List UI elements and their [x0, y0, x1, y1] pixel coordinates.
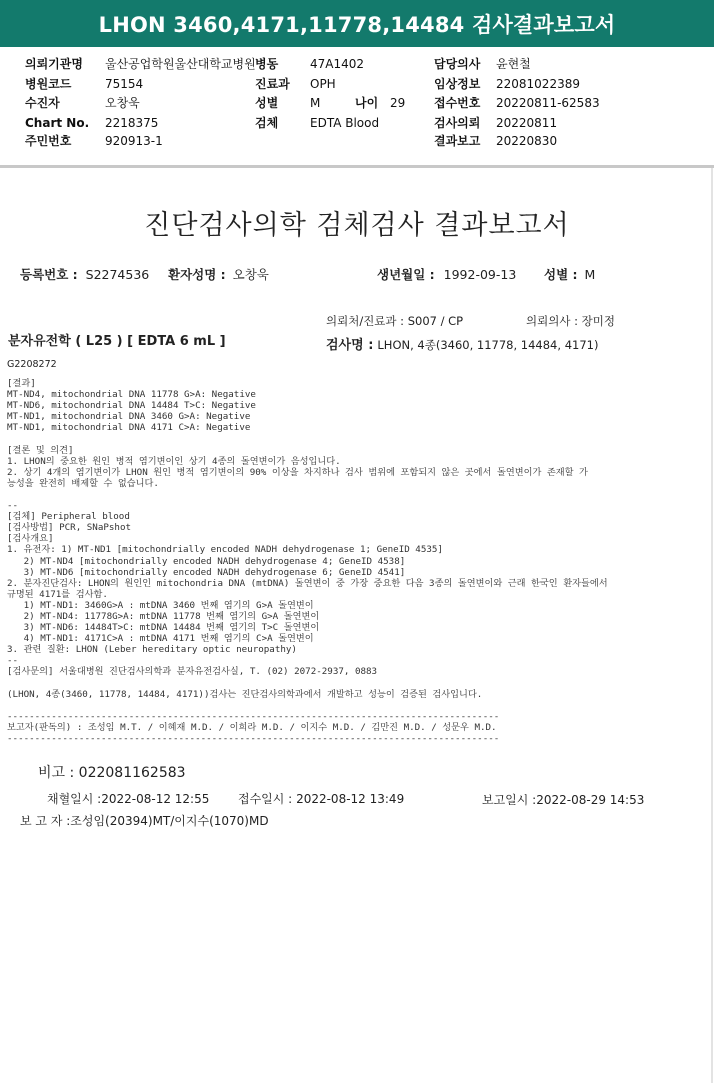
age-value: 29	[390, 96, 406, 110]
result-line: (LHON, 4종(3460, 11778, 14484, 4171))검사는 진단검사의학과에서 개발하고 성능이 검증된 검사입니다.	[7, 688, 483, 700]
result-body	[7, 378, 608, 744]
result-line: 2) MT-ND4: 11778G>A: mtDNA 11778 번째 염기의 G>A 돌연변이	[7, 610, 320, 622]
result-line	[7, 433, 608, 444]
specimen-label: 검체	[255, 116, 279, 130]
ward-label: 병동	[255, 57, 279, 71]
doctor-line: 의뢰의사 : 장미정	[526, 314, 615, 328]
hospcode-label: 병원코드	[25, 77, 72, 91]
reporter-label: 보 고 자 :	[20, 814, 71, 828]
result-line: MT-ND4, mitochondrial DNA 11778 G>A: Negative	[7, 389, 256, 401]
header-divider	[0, 165, 714, 168]
report-date-value: 20220830	[496, 134, 558, 148]
dob-value: 1992-09-13	[443, 267, 517, 282]
result-line: 2. 분자진단검사: LHON의 원인인 mitochondria DNA (mtDNA) 돌연변이 중 가장 중요한 다음 3종의 돌연변이와 근래 한국인 환자들에서	[7, 577, 608, 589]
result-line: [검사개요]	[7, 533, 54, 545]
result-line: [검체] Peripheral blood	[7, 511, 130, 523]
ward-value: 47A1402	[310, 57, 365, 71]
result-line	[7, 489, 608, 500]
sex-value: M	[310, 96, 321, 110]
clinic-value: 22081022389	[496, 77, 580, 91]
result-line: --	[7, 655, 19, 667]
clinic-label: 임상정보	[434, 77, 481, 91]
doctor-label: 담당의사	[434, 57, 481, 71]
result-line: [검사문의] 서울대병원 진단검사의학과 분자유전검사실, T. (02) 2072-2937, 0883	[7, 666, 378, 678]
rrn-label: 주민번호	[25, 134, 72, 148]
sex-label: 성별	[255, 96, 279, 110]
patient-value: 오창욱	[232, 267, 269, 282]
dept-label: 진료과	[255, 77, 290, 91]
result-line: 3) MT-ND6: 14484T>C: mtDNA 14484 번째 염기의 T>C 돌연변이	[7, 622, 320, 634]
specimen-value: EDTA Blood	[310, 116, 380, 130]
age-label: 나이	[355, 96, 379, 110]
result-line: [검사방법] PCR, SNaPshot	[7, 522, 132, 534]
result-line: MT-ND1, mitochondrial DNA 4171 C>A: Negative	[7, 422, 251, 434]
receipt-label: 접수번호	[434, 96, 481, 110]
result-line: MT-ND6, mitochondrial DNA 14484 T>C: Negative	[7, 400, 256, 412]
report-date-label: 결과보고	[434, 134, 481, 148]
request-label: 검사의뢰	[434, 116, 481, 130]
reg-value: S2274536	[85, 267, 150, 282]
page-edge-line	[711, 168, 713, 1083]
sex2-value: M	[584, 267, 596, 282]
reported-value: 2022-08-29 14:53	[536, 793, 645, 807]
result-line: [결과]	[7, 378, 36, 389]
result-line: 3. 관련 질환: LHON (Leber hereditary optic neuropathy)	[7, 644, 297, 656]
result-line: [결론 및 의견]	[7, 444, 74, 456]
result-line: 1) MT-ND1: 3460G>A : mtDNA 3460 번째 염기의 G>A 돌연변이	[7, 599, 314, 611]
specimen-id: G2208272	[7, 359, 57, 370]
receive-value: 2022-08-12 13:49	[296, 792, 405, 806]
result-line: 보고자(판독의) : 조성임 M.T. / 이혜재 M.D. / 이희라 M.D. / 이지수 M.D. / 김만진 M.D. / 성문우 M.D.	[7, 721, 497, 733]
reporter-value: 조성임(20394)MT/이지수(1070)MD	[70, 814, 269, 828]
report-title: 진단검사의학 검체검사 결과보고서	[144, 210, 570, 241]
result-line: MT-ND1, mitochondrial DNA 3460 G>A: Negative	[7, 411, 251, 423]
test-name-value: LHON, 4종(3460, 11778, 14484, 4171)	[377, 338, 599, 352]
note-value: 022081162583	[78, 765, 186, 781]
result-line: 3) MT-ND6 [mitochondrially encoded NADH dehydrogenase 6; GeneID 4541]	[7, 566, 406, 578]
result-line: --	[7, 500, 19, 512]
dept-value: OPH	[310, 77, 336, 91]
patient-label: 환자성명 :	[168, 267, 226, 282]
result-line: -----------------------------------------------------------------------------------------	[7, 710, 500, 722]
dept-line: 의뢰처/진료과 : S007 / CP	[326, 314, 464, 328]
hospital-label: 의뢰기관명	[25, 57, 83, 71]
result-line	[7, 700, 608, 711]
result-line: 1. LHON의 중요한 원인 병적 염기변이인 상기 4종의 돌연변이가 음성입니다.	[7, 455, 341, 467]
banner-title: LHON 3460,4171,11778,14484 검사결과보고서	[0, 0, 714, 47]
dob-label: 생년월일 :	[377, 267, 435, 282]
result-line: 능성을 완전히 배제할 수 없습니다.	[7, 477, 159, 489]
sex2-label: 성별 :	[544, 267, 578, 282]
chart-value: 2218375	[105, 116, 159, 130]
receipt-value: 20220811-62583	[496, 96, 600, 110]
result-line: 2) MT-ND4 [mitochondrially encoded NADH dehydrogenase 4; GeneID 4538]	[7, 555, 406, 567]
result-line: -----------------------------------------------------------------------------------------	[7, 733, 500, 744]
test-name-label: 검사명 :	[326, 338, 374, 353]
reg-label: 등록번호 :	[20, 267, 78, 282]
hospital-value: 울산공업학원울산대학교병원	[105, 57, 256, 71]
reported-label: 보고일시 :	[482, 793, 537, 807]
result-line: 2. 상기 4개의 염기변이가 LHON 원인 병적 염기변이의 90% 이상을 차지하나 검사 범위에 포함되지 않은 곳에서 돌연변이가 존재할 가	[7, 466, 588, 478]
request-value: 20220811	[496, 116, 558, 130]
doctor-value: 윤현철	[496, 57, 531, 71]
note-label: 비고 :	[38, 765, 75, 781]
chart-label: Chart No.	[25, 116, 90, 130]
receive-label: 접수일시 :	[238, 792, 293, 806]
result-line	[7, 678, 608, 689]
result-line: 4) MT-ND1: 4171C>A : mtDNA 4171 번째 염기의 C>A 돌연변이	[7, 633, 314, 645]
rrn-value: 920913-1	[105, 134, 163, 148]
collector-label: 수진자	[25, 96, 60, 110]
collect-value: 2022-08-12 12:55	[101, 792, 210, 806]
result-line: 규명된 4171를 검사함.	[7, 588, 108, 600]
collect-label: 채혈일시 :	[47, 792, 102, 806]
hospcode-value: 75154	[105, 77, 144, 91]
section-title: 분자유전학 ( L25 ) [ EDTA 6 mL ]	[8, 334, 226, 349]
collector-value: 오창욱	[105, 96, 140, 110]
result-line: 1. 유전자: 1) MT-ND1 [mitochondrially encoded NADH dehydrogenase 1; GeneID 4535]	[7, 544, 443, 556]
